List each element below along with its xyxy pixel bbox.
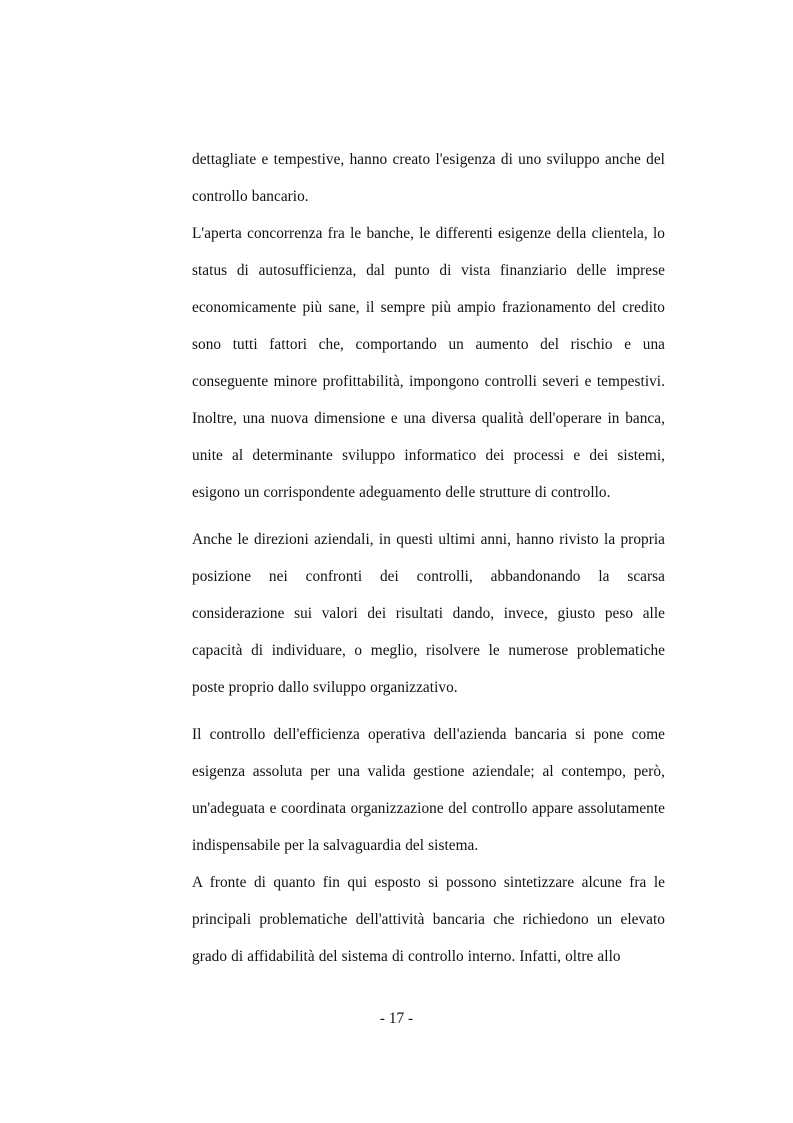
paragraph-spacer xyxy=(192,511,665,521)
paragraph-spacer xyxy=(192,706,665,716)
page-number: - 17 - xyxy=(379,1010,414,1027)
paragraph-3: Anche le direzioni aziendali, in questi ultimi anni, hanno rivisto la propria posizione nei confronti dei controlli, abbandonando la scarsa considerazione sui valori dei risultati dando, invece, giusto peso alle capacità di individuare, o meglio, risolvere le numerose problematiche poste proprio dallo sviluppo organizzativo. xyxy=(192,531,665,696)
paragraph-1: dettagliate e tempestive, hanno creato l'esigenza di uno sviluppo anche del controllo bancario. xyxy=(192,151,665,205)
paragraph-2: L'aperta concorrenza fra le banche, le differenti esigenze della clientela, lo status di autosufficienza, dal punto di vista finanziario delle imprese economicamente più sane, il sempre più ampio frazionamento del credito sono tutti fattori che, comportando un aumento del rischio e una conseguente minore profittabilità, impongono controlli severi e tempestivi. Inoltre, una nuova dimensione e una diversa qualità dell'operare in banca, unite al determinante sviluppo informatico dei processi e dei sistemi, esigono un corrispondente adeguamento delle strutture di controllo. xyxy=(192,225,665,501)
body-text xyxy=(192,141,665,975)
paragraph-4: Il controllo dell'efficienza operativa dell'azienda bancaria si pone come esigenza assoluta per una valida gestione aziendale; al contempo, però, un'adeguata e coordinata organizzazione del controllo appare assolutamente indispensabile per la salvaguardia del sistema. xyxy=(192,726,665,854)
paragraph-5: A fronte di quanto fin qui esposto si possono sintetizzare alcune fra le principali problematiche dell'attività bancaria che richiedono un elevato grado di affidabilità del sistema di controllo interno. Infatti, oltre allo xyxy=(192,874,665,965)
